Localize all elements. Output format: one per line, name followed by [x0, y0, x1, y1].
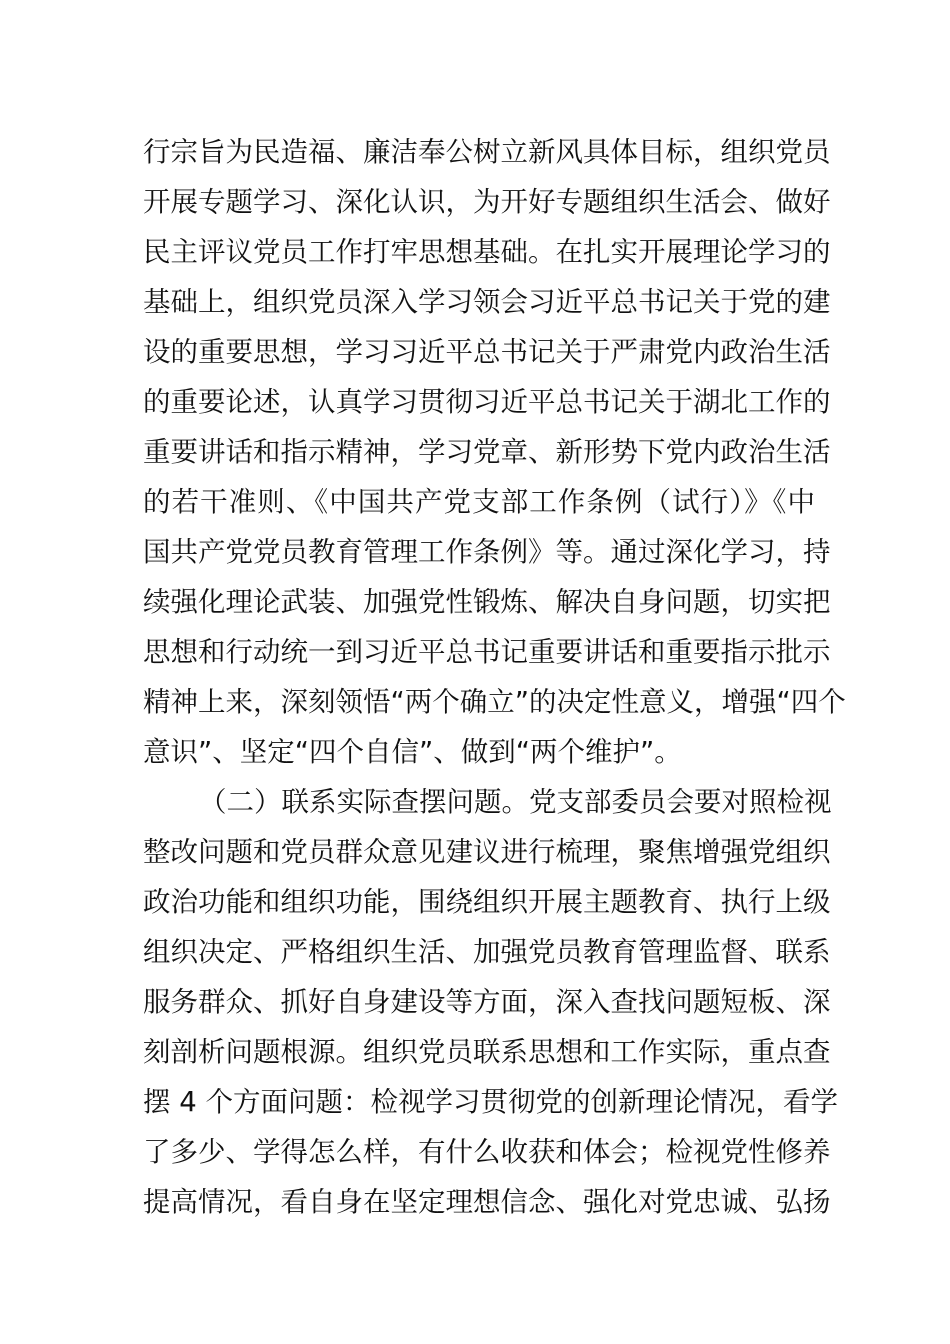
- text-line: 摆 4 个方面问题：检视学习贯彻党的创新理论情况，看学: [143, 1086, 838, 1118]
- text-line: 意识”、坚定“四个自信”、做到“两个维护”。: [143, 736, 682, 768]
- text-line: 民主评议党员工作打牢思想基础。在扎实开展理论学习的: [143, 236, 831, 268]
- text-line: 的若干准则、《中国共产党支部工作条例（试行）》《中: [143, 486, 815, 518]
- text-line: 组织决定、严格组织生活、加强党员教育管理监督、联系: [143, 936, 831, 968]
- text-line: 重要讲话和指示精神，学习党章、新形势下党内政治生活: [143, 436, 831, 468]
- text-line: 开展专题学习、深化认识，为开好专题组织生活会、做好: [143, 186, 831, 218]
- text-line: 了多少、学得怎么样，有什么收获和体会；检视党性修养: [143, 1136, 831, 1168]
- text-line: 设的重要思想，学习习近平总书记关于严肃党内政治生活: [143, 336, 831, 368]
- document-body: [143, 127, 846, 1227]
- text-line: 续强化理论武装、加强党性锻炼、解决自身问题，切实把: [143, 586, 831, 618]
- text-line: 思想和行动统一到习近平总书记重要讲话和重要指示批示: [143, 636, 831, 668]
- text-line: 行宗旨为民造福、廉洁奉公树立新风具体目标，组织党员: [143, 136, 831, 168]
- text-line: 整改问题和党员群众意见建议进行梳理，聚焦增强党组织: [143, 836, 831, 868]
- text-line: 的重要论述，认真学习贯彻习近平总书记关于湖北工作的: [143, 386, 831, 418]
- text-line: 服务群众、抓好自身建设等方面，深入查找问题短板、深: [143, 986, 831, 1018]
- text-line: 基础上，组织党员深入学习领会习近平总书记关于党的建: [143, 286, 831, 318]
- paragraph-1: [143, 127, 846, 777]
- text-line: 提高情况，看自身在坚定理想信念、强化对党忠诚、弘扬: [143, 1186, 831, 1218]
- paragraph-2: [143, 777, 838, 1227]
- text-line: 精神上来，深刻领悟“两个确立”的决定性意义，增强“四个: [143, 686, 846, 718]
- text-line: 政治功能和组织功能，围绕组织开展主题教育、执行上级: [143, 886, 831, 918]
- text-line: 刻剖析问题根源。组织党员联系思想和工作实际，重点查: [143, 1036, 831, 1068]
- text-line: 国共产党党员教育管理工作条例》等。通过深化学习，持: [143, 536, 831, 568]
- text-line: （二）联系实际查摆问题。党支部委员会要对照检视: [199, 786, 832, 818]
